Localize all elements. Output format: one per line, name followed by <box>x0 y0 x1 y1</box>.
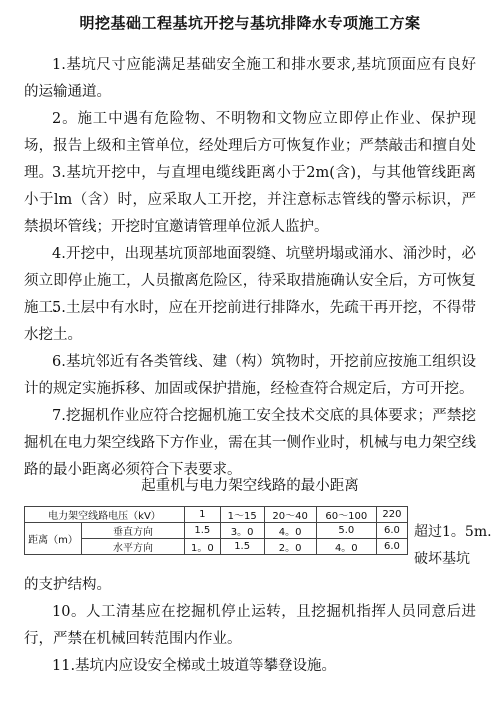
table-cell: 20～40 <box>264 507 316 523</box>
table-cell: 6.0 <box>376 523 407 539</box>
side-text-2: 破坏基坑 <box>414 551 470 567</box>
table-cell: 220 <box>376 507 407 523</box>
table-row <box>25 539 408 555</box>
table-cell: 5.0 <box>316 523 376 539</box>
table-cell: 1.5 <box>220 539 264 555</box>
table-cell: 1。0 <box>185 539 221 555</box>
distance-table <box>24 506 408 555</box>
side-text-1: 超过1。5m. <box>414 524 492 540</box>
table-row-label: 水平方向 <box>82 539 185 555</box>
table-header-label: 电力架空线路电压（kV） <box>25 507 185 523</box>
paragraph-3: 3.基坑开挖中，与直埋电缆线距离小于2m(含)，与其他管线距离小于lm（含）时，应采取人工开挖，并注意标志管线的警示标识，严禁损坏管线；开挖时宜邀请管理单位派人监护。 <box>24 165 476 235</box>
paragraph-5: 5.土层中有水时，应在开挖前进行排降水，先疏干再开挖，不得带水挖土。 <box>24 300 476 343</box>
paragraph-4: 4.开挖中，出现基坑顶部地面裂缝、坑壁坍塌或涌水、涌沙时，必须立即停止施工，人员撤离危险区，待采取措施确认安全后，方可恢复施工. <box>24 246 476 316</box>
paragraph-7: 7.挖掘机作业应符合挖掘机施工安全技术交底的具体要求；严禁挖掘机在电力架空线路下方作业，需在其一侧作业时，机械与电力架空线路的最小距离必须符合下表要求。 <box>24 408 476 478</box>
table-row <box>25 507 408 523</box>
table-cell: 2。0 <box>264 539 316 555</box>
table-cell: 60～100 <box>316 507 376 523</box>
paragraph-1: 1.基坑尺寸应能满足基础安全施工和排水要求,基坑顶面应有良好的运输通道。 <box>24 57 476 100</box>
table-cell: 1 <box>185 507 221 523</box>
table-title: 起重机与电力架空线路的最小距离 <box>141 478 359 494</box>
paragraph-6: 6.基坑邻近有各类管线、建（构）筑物时，开挖前应按施工组织设计的规定实施拆移、加固或保护措施，经检查符合规定后，方可开挖。 <box>24 354 476 397</box>
table-cell: 1～15 <box>220 507 264 523</box>
table-row-group-label: 距离（m） <box>25 523 82 555</box>
table-cell: 4。0 <box>316 539 376 555</box>
table-cell: 6.0 <box>376 539 407 555</box>
table-cell: 1.5 <box>185 523 221 539</box>
table-cell: 4。0 <box>264 523 316 539</box>
table-cell: 3。0 <box>220 523 264 539</box>
table-row <box>25 523 408 539</box>
table-row-label: 垂直方向 <box>82 523 185 539</box>
continuation-text: 的支护结构。 <box>24 577 111 593</box>
document-title: 明挖基础工程基坑开挖与基坑排降水专项施工方案 <box>79 14 421 32</box>
paragraph-2: 2。施工中遇有危险物、不明物和文物应立即停止作业、保护现场，报告上级和主管单位，经处理后方可恢复作业；严禁敲击和擅自处理。 <box>24 111 476 181</box>
paragraph-11: 11.基坑内应设安全梯或土坡道等攀登设施。 <box>52 658 337 674</box>
paragraph-10: 10。人工清基应在挖掘机停止运转，且挖掘机指挥人员同意后进行，严禁在机械回转范围内作业。 <box>24 604 476 647</box>
